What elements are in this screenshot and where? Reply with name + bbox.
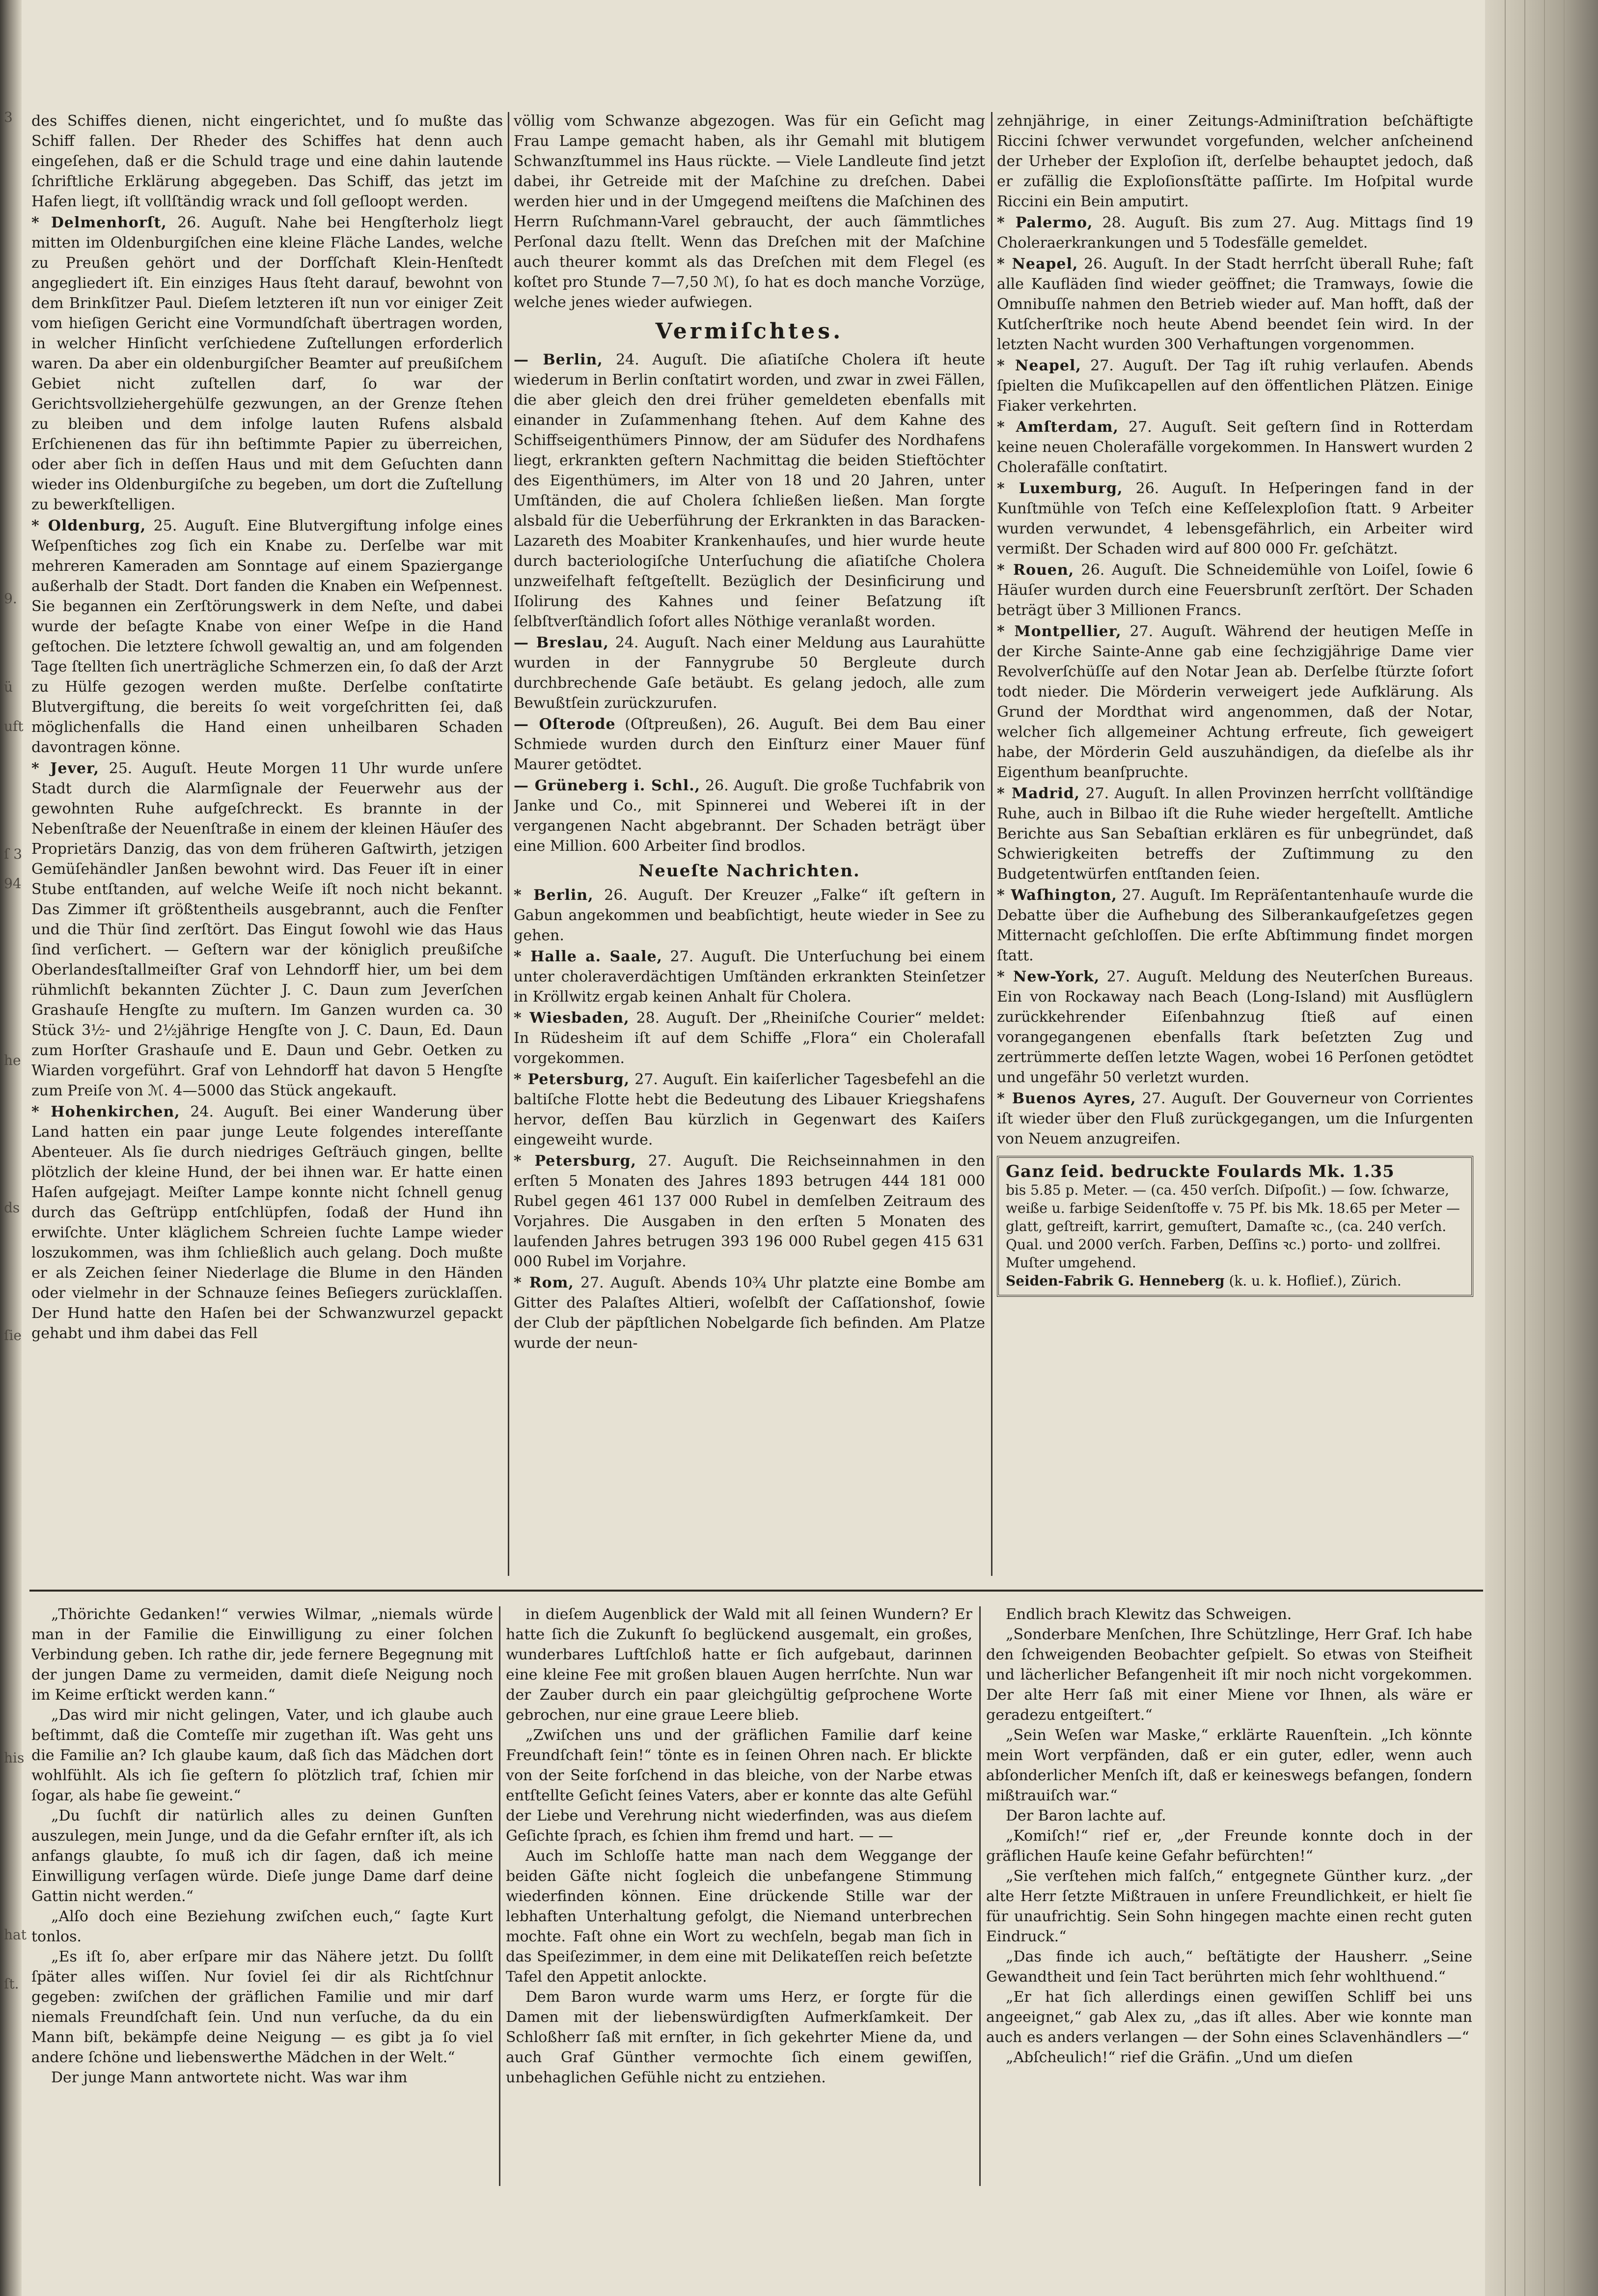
news-article: [31, 516, 503, 757]
novel-paragraph: „Das finde ich auch,“ beſtätigte der Hausherr. „Seine Gewandtheit und ſein Tact berührten mich ſehr wohlthuend.“: [986, 1948, 1472, 1986]
article-text: 27. Auguſt. Die Unterſuchung bei einem unter choleraverdächtigen Umſtänden erkrankten Steinſetzer in Kröllwitz ergab keinen Anhalt für Cholera.: [514, 948, 985, 1006]
novel-paragraph: „Es iſt ſo, aber erſpare mir das Nähere jetzt. Du ſollſt ſpäter alles wiſſen. Nur ſoviel ſei dir als Richtſchnur gegeben: zwiſchen der gräflichen Familie und mir darf niemals Freundſchaft ſein. Und nun verſuche, da du ein Mann biſt, bekämpfe deine Neigung — es gibt ja ſo viel andere ſchöne und liebenswerthe Mädchen in der Welt.“: [31, 1948, 493, 2066]
article-text: 25. Auguſt. Eine Blutvergiftung infolge eines Weſpenſtiches zog ſich ein Knabe zu. Derſelbe war mit mehreren Kameraden am Sonntage auf einem Spaziergange außerhalb der Stadt. Dort fanden die Knaben ein Weſpennest. Sie begannen ein Zerſtörungswerk in dem Neſte, und dabei wurde der beſagte Knabe von einer Weſpe in die Hand geſtochen. Die letztere ſchwoll gewaltig an, und am folgenden Tage ſtellten ſich unerträgliche Schmerzen ein, ſo daß der Arzt zu Hülfe gezogen werden mußte. Derſelbe conſtatirte Blutvergiftung, die bereits ſo weit vorgeſchritten ſei, daß möglichenfalls die Hand einen unheilbaren Schaden davontragen könne.: [31, 517, 503, 756]
margin-fragment: his: [4, 1750, 25, 1766]
page-stack-line: [1564, 0, 1565, 2296]
novel-paragraph: „Komiſch!“ rief er, „der Freunde konnte doch in der gräflichen Hauſe keine Gefahr befürchten!“: [986, 1827, 1472, 1865]
article-text: 27. Auguſt. Seit geſtern ſind in Rotterdam keine neuen Cholerafälle vorgekommen. In Hanswert wurden 2 Cholerafälle conſtatirt.: [997, 419, 1473, 476]
left-page-edge: [0, 0, 27, 2296]
article-text: 27. Auguſt. Im Repräſentantenhauſe wurde die Debatte über die Aufhebung des Silberankaufgeſetzes gegen Mitternacht geſchloſſen. Die erſte Abſtimmung findet morgen ſtatt.: [997, 887, 1473, 964]
page-stack-line: [1544, 0, 1545, 2296]
novel-paragraph: „Alſo doch eine Beziehung zwiſchen euch,“ ſagte Kurt tonlos.: [31, 1908, 493, 1945]
news-article: [514, 633, 985, 713]
margin-fragment: he: [4, 1052, 21, 1068]
novel-divider-1: [499, 1606, 500, 2186]
article-text: 26. Auguſt. Nahe bei Hengſterholz liegt mitten im Oldenburgiſchen eine kleine Fläche Landes, welche zu Preußen gehört und der Dorfſchaft Klein-Henſtedt angegliedert iſt. Ein einziges Haus ſteht darauf, bewohnt von dem Brinkſitzer Paul. Dieſem letzteren iſt nun vor einiger Zeit vom hieſigen Gericht eine Vormundſchaft übertragen worden, in welcher Hinſicht verſchiedene Zuſtellungen erforderlich waren. Da aber ein oldenburgiſcher Beamter auf preußiſchem Gebiet nicht zuſtellen darf, ſo war der Gerichtsvollziehergehülfe gezwungen, an der Grenze ſtehen zu bleiben und dem infolge lauten Rufens alsbald Erſchienenen das für ihn beſtimmte Papier zu überreichen, oder aber ſich in deſſen Haus und mit dem Geſuchten dann wieder ins Oldenburgiſche zu begeben, um dort die Zuſtellung zu bewerkſtelligen.: [31, 214, 503, 513]
article-text: 27. Auguſt. Abends 10¾ Uhr platzte eine Bombe am Gitter des Palaſtes Altieri, woſelbſt der Caſſationshof, ſowie der Club der päpſtlichen Nobelgarde ſich befinden. Am Platze wurde der neun-: [514, 1274, 985, 1352]
novel-paragraph: Dem Baron wurde warm ums Herz, er ſorgte für die Damen mit der liebenswürdigſten Aufmerkſamkeit. Der Schloßherr ſaß mit ernſter, in ſich gekehrter Miene da, und auch Graf Günther vermochte ſich einem gewiſſen, unbehaglichen Gefühle nicht zu entziehen.: [506, 1988, 972, 2086]
novel-column-3: [986, 1604, 1472, 2184]
novel-paragraph: „Sonderbare Menſchen, Ihre Schützlinge, Herr Graf. Ich habe den ſchweigenden Beobachter geſpielt. So etwas von Steifheit und lächerlicher Befangenheit iſt mir noch nicht vorgekommen. Der alte Herr ſaß mit einer Miene vor Ihnen, als wäre er geradezu entgeiſtert.“: [986, 1626, 1472, 1724]
margin-fragment: ſie: [4, 1327, 22, 1344]
column-divider-2: [991, 112, 992, 1576]
dateline: * Halle a. Saale,: [514, 948, 662, 965]
news-article: [997, 885, 1473, 966]
novel-paragraph: „Sein Weſen war Maske,“ erklärte Rauenſtein. „Ich könnte mein Wort verpfänden, daß er ein guter, edler, wenn auch abſonderlicher Menſch iſt, daß er keineswegs befangen, ſondern mißtrauiſch war.“: [986, 1727, 1472, 1804]
margin-fragment: ſ 3: [4, 846, 23, 862]
dateline: * Oldenburg,: [31, 517, 146, 534]
news-article: [31, 758, 503, 1101]
column-1: [31, 111, 503, 1580]
dateline: * Rouen,: [997, 561, 1075, 579]
news-article: [514, 776, 985, 856]
article-text: 26. Auguſt. In der Stadt herrſcht überall Ruhe; faſt alle Kaufläden ſind wieder geöffnet; die Tramways, ſowie die Omnibuſſe nahmen den Betrieb wieder auf. Man hofft, daß der Kutſcherſtrike noch heute Abend beendet ſein wird. In der letzten Nacht wurden 300 Verhaftungen vorgenommen.: [997, 255, 1473, 353]
novel-column-2: [506, 1604, 972, 2184]
article-text: (Oſtpreußen), 26. Auguſt. Bei dem Bau einer Schmiede wurden durch den Einſturz einer Mauer fünf Maurer getödtet.: [514, 716, 985, 773]
column-3: [997, 111, 1473, 1580]
article-text: 24. Auguſt. Nach einer Meldung aus Laurahütte wurden in der Fannygrube 50 Bergleute durch durchbrechende Gaſe betäubt. Es gelang jedoch, alle zum Bewußtſein zurückzurufen.: [514, 634, 985, 712]
novel-paragraph: Der Baron lachte auf.: [1006, 1807, 1166, 1824]
article-text: 27. Auguſt. Ein kaiſerlicher Tagesbefehl an die baltiſche Flotte hebt die Bedeutung des Libauer Kriegshafens hervor, deſſen Bau kürzlich in Gegenwart des Kaiſers eingeweiht wurde.: [514, 1071, 985, 1148]
ad-body: bis 5.85 p. Meter. — (ca. 450 verſch. Diſpoſit.) — ſow. ſchwarze, weiße u. farbige Seidenſtoffe v. 75 Pf. bis Mk. 18.65 per Meter — glatt, geſtreift, karrirt, gemuſtert, Damaſte ꝛc., (ca. 240 verſch. Qual. und 2000 verſch. Farben, Deſſins ꝛc.) porto- und zollfrei. Muſter umgehend.: [1006, 1182, 1460, 1271]
news-article: [997, 417, 1473, 477]
article-text: 27. Auguſt. In allen Provinzen herrſcht vollſtändige Ruhe, auch in Bilbao iſt die Ruhe wieder hergeſtellt. Amtliche Berichte aus San Sebaſtian erklären es für unbegründet, daß Schwierigkeiten betreffs der Zuſtimmung zu den Budgetentwürfen entſtanden ſeien.: [997, 785, 1473, 883]
dateline: * Neapel,: [997, 357, 1081, 374]
column-3-items: [997, 111, 1473, 1149]
news-article: [514, 350, 985, 632]
article-text: 27. Auguſt. Meldung des Neuterſchen Bureaus. Ein von Rockaway nach Beach (Long-Island) mit Ausflüglern zurückkehrender Eiſenbahnzug ſtieß auf einen vorangegangenen ebenfalls ſtark beſetzten Zug und zertrümmerte deſſen letzte Wagen, wobei 16 Perſonen getödtet und ungefähr 50 verletzt wurden.: [997, 968, 1473, 1086]
column-2-lead: völlig vom Schwanze abgezogen. Was für ein Geſicht mag Frau Lampe gemacht haben, als ihr Gemahl mit blutigem Schwanzſtummel ins Haus rückte. — Viele Landleute ſind jetzt dabei, ihr Getreide mit der Maſchine zu dreſchen. Dabei werden hier und in der Umgegend meiſtens die Maſchinen des Herrn Ruſchmann-Varel gebraucht, der auch ſämmtliches Perſonal dazu ſtellt. Wenn das Dreſchen mit der Maſchine auch theurer kommt als das Dreſchen mit dem Flegel (es koſtet pro Stunde 7—7,50 ℳ), ſo hat es doch manche Vorzüge, welche jenes wieder aufwiegen.: [514, 112, 985, 311]
page-stack-line: [1524, 0, 1525, 2296]
margin-fragment: ſt.: [4, 1976, 19, 1992]
margin-fragment: ü: [4, 679, 13, 695]
article-text: 28. Auguſt. Bis zum 27. Aug. Mittags ſind 19 Choleraerkrankungen und 5 Todesfälle gemeldet.: [997, 214, 1473, 252]
novel-paragraph: „Er hat ſich allerdings einen gewiſſen Schliff bei uns angeeignet,“ gab Alex zu, „das iſt alles. Aber wie konnte man auch es anders verlangen — der Sohn eines Sclavenhändlers —“: [986, 1988, 1472, 2046]
news-article: [997, 560, 1473, 620]
article-text: zehnjährige, in einer Zeitungs-Adminiſtration beſchäftigte Riccini ſchwer verwundet vorgefunden, welcher anſcheinend der Urheber der Exploſion iſt, derſelbe behauptet jedoch, daß er zufällig die Exploſionsſtätte paſſirte. Im Hoſpital wurde Riccini ein Bein amputirt.: [997, 112, 1473, 210]
news-article: [997, 621, 1473, 783]
novel-paragraph: in dieſem Augenblick der Wald mit all ſeinen Wundern? Er hatte ſich die Zukunft ſo beglückend ausgemalt, ein großes, wunderbares Luftſchloß hatte er ſich aufgebaut, darinnen eine kleine Fee mit großen blauen Augen herrſchte. Nun war der Zauber durch ein paar gleichgültig geſprochene Worte gebrochen, nur eine graue Leere blieb.: [506, 1606, 972, 1724]
column-2: [514, 111, 985, 1580]
news-items: [514, 885, 985, 1353]
news-article: [31, 1102, 503, 1344]
news-article: [31, 213, 503, 515]
article-text: 25. Auguſt. Heute Morgen 11 Uhr wurde unſere Stadt durch die Alarmſignale der Feuerwehr aus der gewohnten Ruhe aufgeſchreckt. Es brannte in der Nebenſtraße der Neuenſtraße in einem der kleinen Häuſer des Proprietärs Danzig, das von dem früheren Gaſtwirth, jetzigen Gemüſehändler Janßen bewohnt wird. Das Feuer iſt in einer Stube entſtanden, auf welche Weiſe iſt noch nicht bekannt. Das Zimmer iſt größtentheils ausgebrannt, auch die Fenſter und die Thür ſind zerſtört. Das Eingut ſowohl wie das Haus ſind verſichert. — Geſtern war der königlich preußiſche Oberlandesſtallmeiſter Graf von Lehndorff hier, um bei dem rühmlichſt bekannten Züchter J. C. Daun zum Jeverſchen Grashauſe Hengſte zu muſtern. Im Ganzen wurden ca. 30 Stück 3½- und 2½jährige Hengſte von J. C. Daun, Ed. Daun zum Horſter Grashauſe und E. Daun und Gebr. Oetken zu Wiarden vorgeführt. Graf von Lehndorff hat davon 5 Hengſte zum Preiſe von ℳ. 4—5000 das Stück angekauft.: [31, 760, 503, 1099]
dateline: * Buenos Ayres,: [997, 1090, 1136, 1107]
dateline: * Wiesbaden,: [514, 1009, 630, 1027]
ad-headline: Ganz ſeid. bedruckte Foulards Mk. 1.35: [1006, 1162, 1395, 1181]
dateline: — Breslau,: [514, 634, 609, 651]
dateline: * Rom,: [514, 1274, 574, 1291]
novel-column-1: [31, 1604, 493, 2184]
novel-paragraph: „Du ſuchſt dir natürlich alles zu deinen Gunſten auszulegen, mein Junge, und da die Gefahr ernſter iſt, als ich anfangs glaubte, ſo muß ich dir ſagen, daß ich meine Einwilligung verſagen würde. Dieſe junge Dame darf deine Gattin nicht werden.“: [31, 1807, 493, 1905]
news-article: [514, 714, 985, 775]
vermischtes-items: [514, 350, 985, 856]
margin-fragment: 94: [4, 875, 22, 892]
article-text: 24. Auguſt. Die aſiatiſche Cholera iſt heute wiederum in Berlin conſtatirt worden, und zwar in zwei Fällen, die aber gleich den drei früher gemeldeten ebenfalls mit einander in Zuſammenhang ſtehen. Auf dem Kahne des Schiffseigenthümers Pinnow, der am Südufer des Nordhafens liegt, erkrankten geſtern Nachmittag die beiden Stieftöchter des Eigenthümers, im Alter von 18 und 20 Jahren, unter Umſtänden, die auf Cholera ſchließen ließen. Man ſorgte alsbald für die Ueberführung der Erkrankten in das Baracken-Lazareth des Moabiter Krankenhauſes, und hier wurde heute durch bacteriologiſche Unterſuchung die aſiatiſche Cholera unzweifelhaft feſtgeſtellt. Bezüglich der Desinficirung und Iſolirung des Kahnes und ſeiner Beſatzung iſt ſelbſtverſtändlich ſofort alles Nöthige veranlaßt worden.: [514, 351, 985, 630]
article-text: 26. Auguſt. Die Schneidemühle von Loiſel, ſowie 6 Häuſer wurden durch eine Feuersbrunſt zerſtört. Der Schaden beträgt über 3 Millionen Francs.: [997, 561, 1473, 619]
news-article: [997, 111, 1473, 212]
dateline: * Berlin,: [514, 887, 594, 904]
novel-paragraph: Der junge Mann antwortete nicht. Was war ihm: [51, 2069, 408, 2086]
article-text: des Schiffes dienen, nicht eingerichtet, und ſo mußte das Schiff fallen. Der Rheder des Schiffes hat denn auch eingeſehen, daß er die Schuld trage und eine dahin lautende ſchriftliche Erklärung abgegeben. Das Schiff, das jetzt im Hafen liegt, iſt vollſtändig wrack und ſoll geſloopt werden.: [31, 112, 503, 210]
news-article: [31, 111, 503, 212]
article-text: 28. Auguſt. Der „Rheiniſche Courier“ meldet: In Rüdesheim iſt auf dem Schiffe „Flora“ ein Cholerafall vorgekommen.: [514, 1009, 985, 1067]
right-page-stack: [1485, 0, 1598, 2296]
article-text: 26. Auguſt. Der Kreuzer „Falke“ iſt geſtern in Gabun angekommen und beabſichtigt, heute wieder in See zu gehen.: [514, 887, 985, 944]
novel-paragraph: Endlich brach Klewitz das Schweigen.: [1006, 1606, 1292, 1623]
article-text: 27. Auguſt. Der Gouverneur von Corrientes iſt wieder über den Fluß zurückgegangen, um die Inſurgenten von Neuem anzugreifen.: [997, 1090, 1473, 1148]
news-article: [514, 885, 985, 946]
feuilleton-rule: [29, 1590, 1483, 1592]
article-text: 24. Auguſt. Bei einer Wanderung über Land hatten ein paar junge Leute folgendes intereſſante Abenteuer. Als ſie durch niedriges Geſträuch gingen, bellte plötzlich der kleine Hund, der bei ihnen war. Er hatte einen Haſen aufgejagt. Meiſter Lampe konnte nicht ſchnell genug durch das Geſtrüpp entſchlüpfen, ſodaß der Hund ihn erwiſchte. Unter kläglichem Schreien ſuchte Lampe wieder loszukommen, was ihm ſchließlich auch gelang. Doch mußte er als Zeichen ſeiner Niederlage die Blume in den Händen oder vielmehr in der Schnauze ſeines Beſiegers zurücklaſſen. Der Hund hatte den Haſen bei der Schwanzwurzel gepackt gehabt und ihm dabei das Fell: [31, 1103, 503, 1342]
news-article: [514, 1008, 985, 1068]
news-article: [514, 1273, 985, 1353]
dateline: * Petersburg,: [514, 1071, 630, 1088]
news-article: [514, 947, 985, 1007]
novel-paragraph: „Das wird mir nicht gelingen, Vater, und ich glaube auch beſtimmt, daß die Comteſſe mir zugethan iſt. Was geht uns die Familie an? Ich glaube kaum, daß ſich das Mädchen dort wohlfühlt. Als ich ſie geſtern ſo plötzlich traf, ſchien mir ſogar, als habe ſie geweint.“: [31, 1707, 493, 1804]
article-text: 27. Auguſt. Die Reichseinnahmen in den erſten 5 Monaten des Jahres 1893 betrugen 444 181 000 Rubel gegen 461 137 000 Rubel in demſelben Zeitraum des Vorjahres. Die Ausgaben in den erſten 5 Monaten des laufenden Jahres betrugen 393 196 000 Rubel gegen 415 631 000 Rubel im Vorjahre.: [514, 1152, 985, 1270]
margin-fragment: uft: [4, 718, 24, 734]
news-article: [514, 1151, 985, 1272]
news-article: [997, 478, 1473, 559]
dateline: — Oſterode: [514, 716, 616, 733]
dateline: * Montpellier,: [997, 623, 1122, 640]
article-text: 27. Auguſt. Während der heutigen Meſſe in der Kirche Sainte-Anne gab eine ſechzigjährige Dame vier Revolverſchüſſe auf den Notar Jean ab. Derſelbe ſtürzte ſofort todt nieder. Die Mörderin verweigert jede Aufklärung. Als Grund der Mordthat wird angenommen, daß der Notar, welcher ſich allgemeiner Achtung erfreute, ſich geweigert habe, der Mörderin Geld auszuhändigen, da dieſelbe als ihr Eigenthum beanſpruchte.: [997, 623, 1473, 781]
ad-signature: [1006, 1272, 1464, 1290]
margin-fragment: ds: [4, 1200, 20, 1216]
article-text: 26. Auguſt. Die große Tuchfabrik von Janke und Co., mit Spinnerei und Weberei iſt in der vergangenen Nacht abgebrannt. Der Schaden beträgt über eine Million. 600 Arbeiter ſind brodlos.: [514, 777, 985, 855]
dateline: * Delmenhorſt,: [31, 214, 167, 231]
neueste-nachrichten-heading: Neueſte Nachrichten.: [638, 861, 860, 881]
column-divider-1: [508, 112, 509, 1576]
dateline: * Madrid,: [997, 785, 1080, 802]
dateline: — Berlin,: [514, 351, 603, 368]
vermischtes-heading: Vermiſchtes.: [655, 319, 844, 344]
dateline: * Amſterdam,: [997, 419, 1119, 436]
article-text: 27. Auguſt. Der Tag iſt ruhig verlaufen. Abends ſpielten die Muſikcapellen auf den öffentlichen Plätzen. Einige Fiaker verkehrten.: [997, 357, 1473, 415]
margin-fragment: 9.: [4, 590, 17, 607]
news-article: [514, 1069, 985, 1150]
advertisement-box: [997, 1156, 1473, 1297]
dateline: * Neapel,: [997, 255, 1078, 273]
novel-divider-2: [979, 1606, 981, 2186]
novel-paragraph: „Zwiſchen uns und der gräflichen Familie darf keine Freundſchaft ſein!“ tönte es in ſeinen Ohren nach. Er blickte von der Seite forſchend in das bleiche, von der Narbe etwas entſtellte Geſicht ſeines Vaters, aber er konnte das alte Gefühl der Liebe und Verehrung nicht wiederfinden, was aus dieſem Geſichte ſprach, es ſchien ihm fremd und hart. — —: [506, 1727, 972, 1845]
ad-company-location: (k. u. k. Hoflief.), Zürich.: [1229, 1273, 1402, 1289]
news-article: [997, 1089, 1473, 1149]
dateline: * Jever,: [31, 760, 100, 777]
dateline: * New-York,: [997, 968, 1100, 985]
margin-fragment: 3: [4, 109, 13, 125]
news-article: [997, 356, 1473, 416]
dateline: * Waſhington,: [997, 887, 1117, 904]
article-text: 26. Auguſt. In Heſperingen fand in der Kunſtmühle von Teſch eine Keſſelexploſion ſtatt. 9 Arbeiter wurden verwundet, 4 lebensgefährlich, ein Arbeiter wird vermißt. Der Schaden wird auf 800 000 Fr. geſchätzt.: [997, 480, 1473, 558]
news-article: [997, 784, 1473, 884]
dateline: * Hohenkirchen,: [31, 1103, 180, 1120]
novel-paragraph: Auch im Schloſſe hatte man nach dem Weggange der beiden Gäſte nicht ſogleich die unbefangene Stimmung wiederfinden können. Eine drückende Stille war der lebhaften Unterhaltung gefolgt, die Niemand unterbrechen mochte. Faſt ohne ein Wort zu wechſeln, begab man ſich in das Speiſezimmer, in dem eine mit Delikateſſen reich beſetzte Tafel den Appetit anlockte.: [506, 1848, 972, 1986]
dateline: * Palermo,: [997, 214, 1093, 231]
novel-paragraph: „Abſcheulich!“ rief die Gräfin. „Und um dieſen: [1006, 2049, 1353, 2066]
novel-paragraph: „Sie verſtehen mich falſch,“ entgegnete Günther kurz. „der alte Herr ſetzte Mißtrauen in unſere Freundlichkeit, er hielt ſie für unaufrichtig. Sein Sohn hingegen machte einen recht guten Eindruck.“: [986, 1868, 1472, 1945]
news-article: [997, 213, 1473, 253]
news-article: [997, 967, 1473, 1088]
novel-paragraph: „Thörichte Gedanken!“ verwies Wilmar, „niemals würde man in der Familie die Einwilligung zu einer ſolchen Verbindung geben. Ich rathe dir, jede fernere Begegnung mit der jungen Dame zu vermeiden, damit dieſe Neigung noch im Keime erſtickt werden kann.“: [31, 1606, 493, 1704]
page-stack-line: [1505, 0, 1506, 2296]
news-article: [997, 254, 1473, 355]
dateline: * Petersburg,: [514, 1152, 636, 1170]
dateline: * Luxemburg,: [997, 480, 1123, 497]
ad-company: Seiden-Fabrik G. Henneberg: [1006, 1273, 1225, 1289]
margin-fragment: hat: [4, 1927, 27, 1943]
dateline: — Grüneberg i. Schl.,: [514, 777, 701, 794]
